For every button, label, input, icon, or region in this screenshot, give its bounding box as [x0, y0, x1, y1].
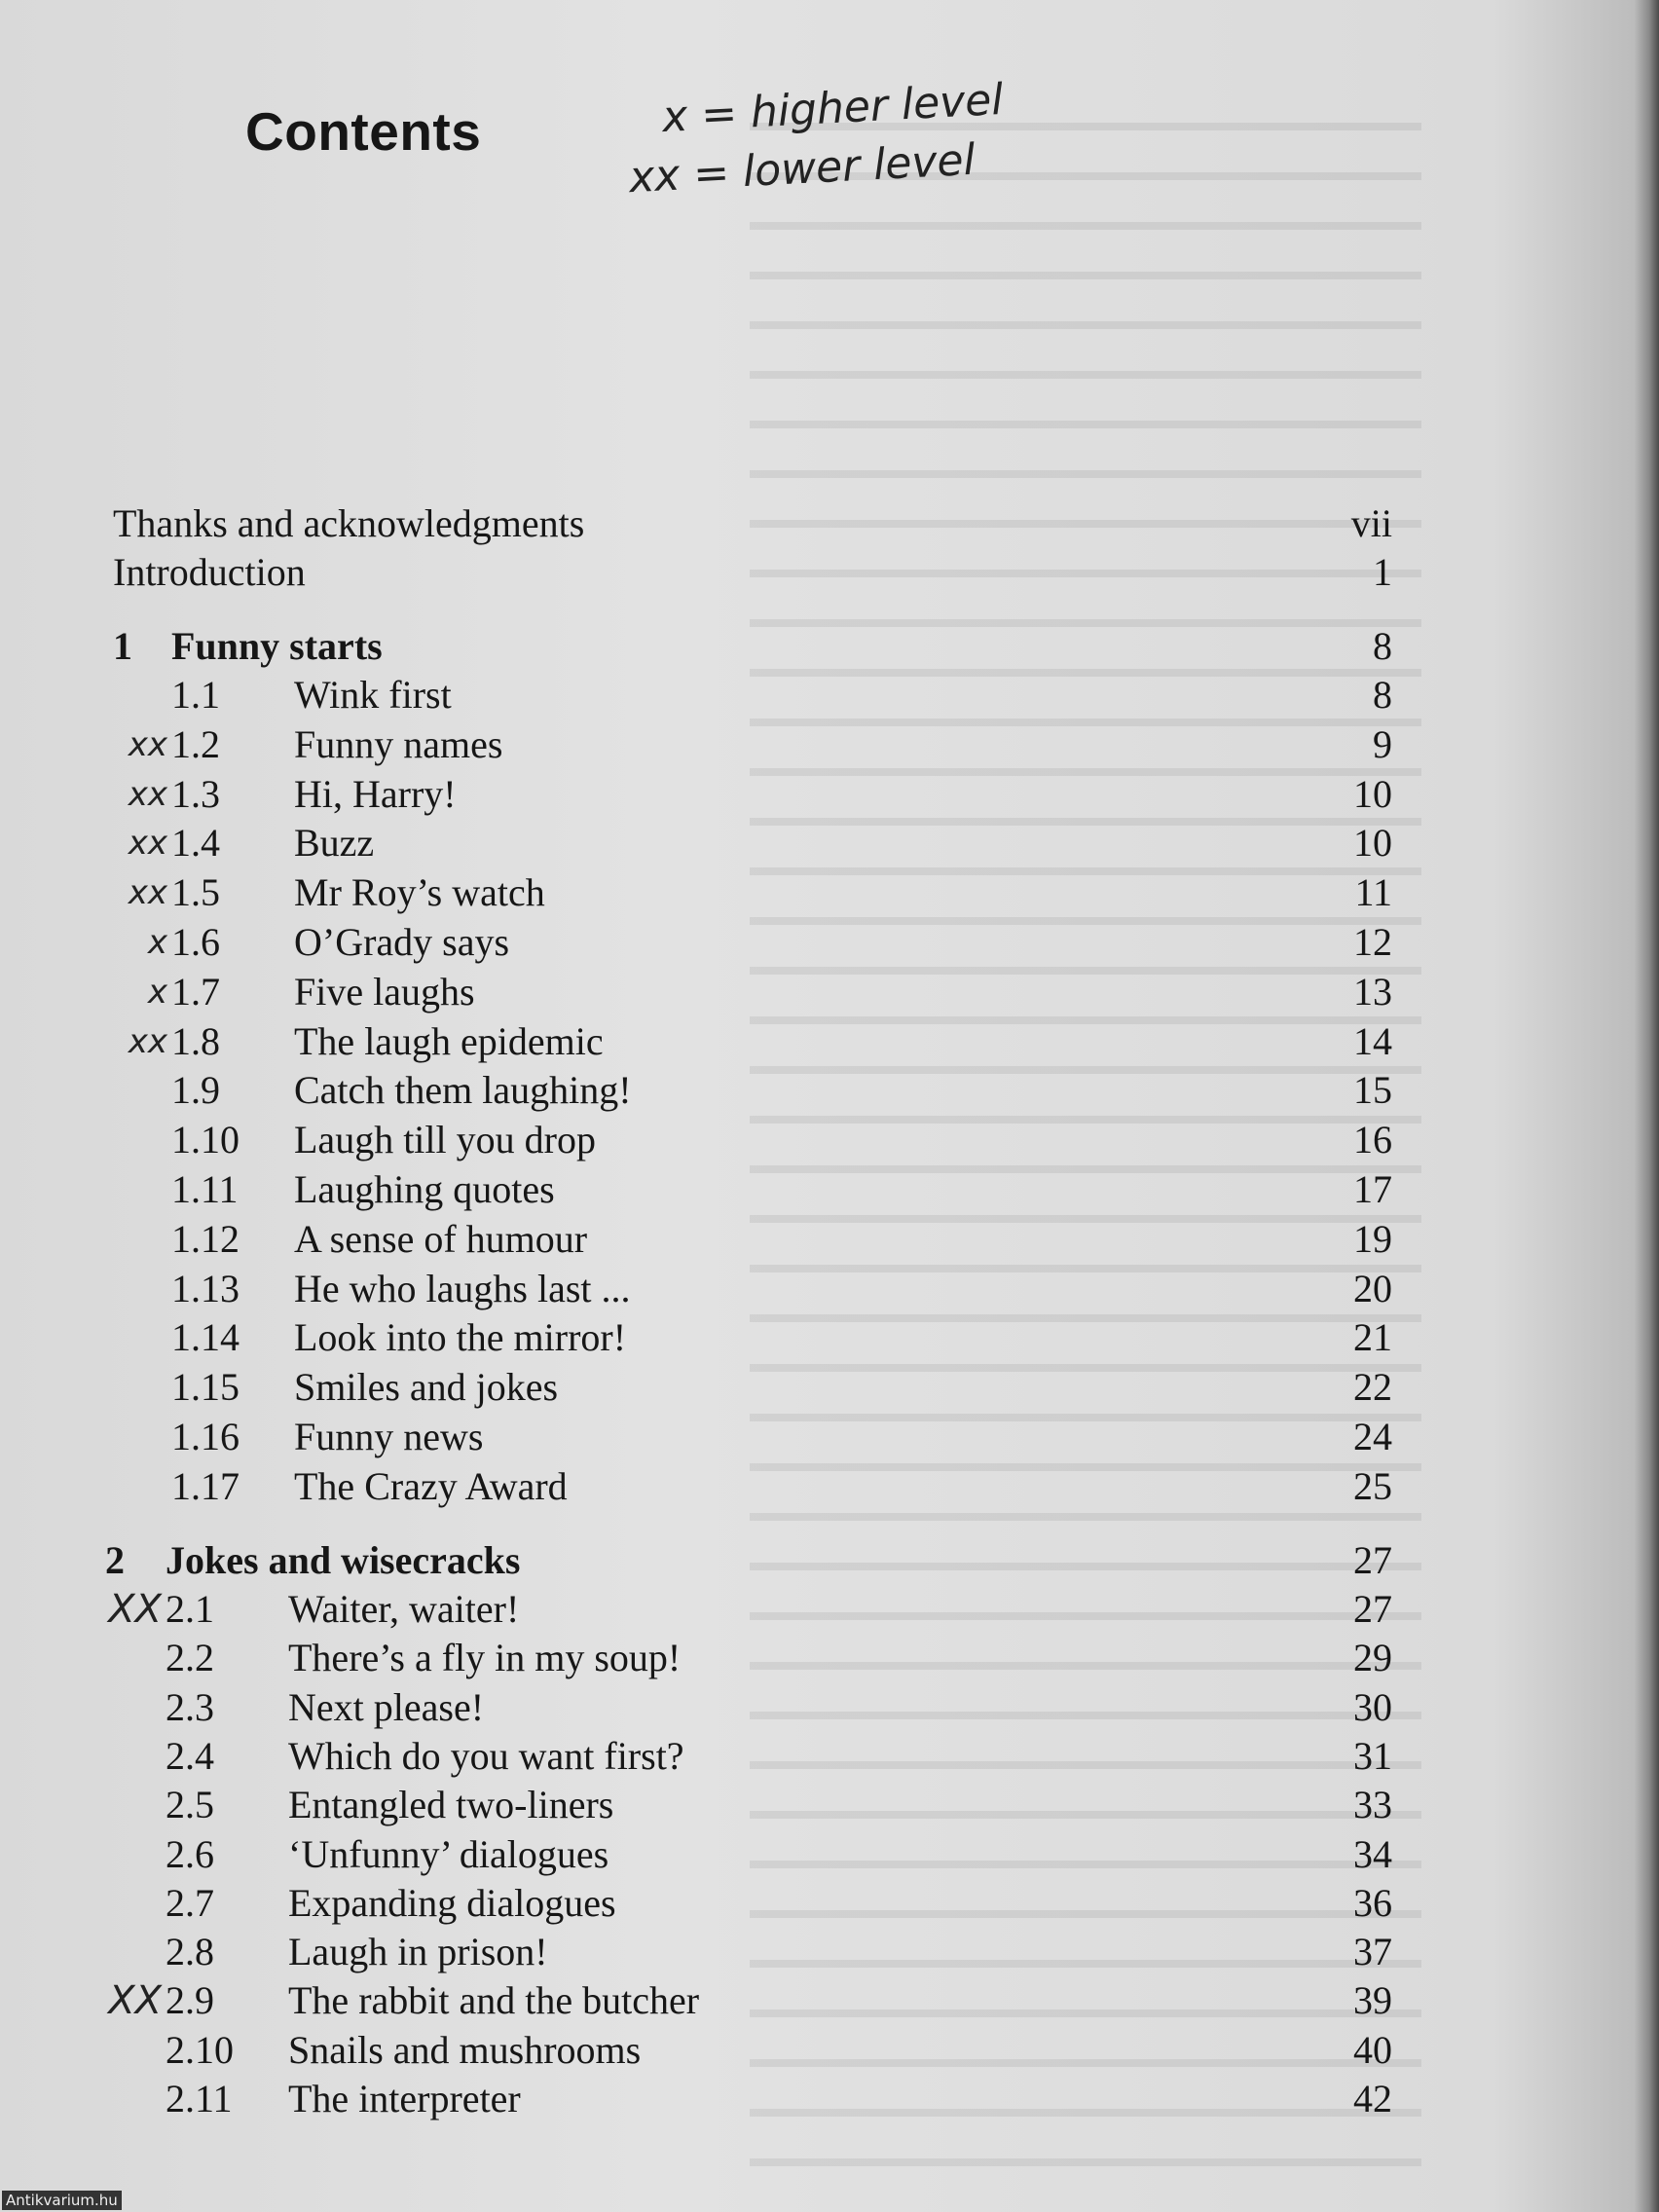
- section-number: 1.13: [171, 1267, 240, 1310]
- page-number: 15: [1353, 1068, 1392, 1112]
- handwritten-level-mark: xx: [128, 775, 167, 814]
- page-number: 14: [1353, 1019, 1392, 1063]
- chapter-row: [0, 1536, 1659, 1585]
- section-row: [0, 1313, 1659, 1362]
- section-title: O’Grady says: [294, 920, 510, 964]
- section-number: 1.3: [171, 772, 220, 816]
- section-row: [0, 1634, 1659, 1682]
- handwritten-level-mark: XX: [108, 1978, 162, 2023]
- section-row: [0, 868, 1659, 917]
- section-title: Funny news: [294, 1415, 484, 1458]
- section-number: 1.10: [171, 1118, 240, 1161]
- section-row: [0, 1830, 1659, 1879]
- section-title: A sense of humour: [294, 1217, 588, 1261]
- section-number: 2.7: [166, 1881, 214, 1925]
- page-number: 22: [1353, 1365, 1392, 1409]
- page-number: 40: [1353, 2028, 1392, 2072]
- page-number: 11: [1354, 870, 1392, 914]
- section-title: Next please!: [288, 1685, 485, 1729]
- section-title: Mr Roy’s watch: [294, 870, 545, 914]
- section-title: Look into the mirror!: [294, 1315, 627, 1359]
- section-number: 2.6: [166, 1832, 214, 1876]
- page-number: 17: [1353, 1167, 1392, 1211]
- handwritten-legend-lower: xx = lower level: [627, 134, 977, 203]
- front-matter-row: [0, 499, 1659, 548]
- section-title: Hi, Harry!: [294, 772, 457, 816]
- page-number: 29: [1353, 1636, 1392, 1679]
- section-number: 1.9: [171, 1068, 220, 1112]
- section-number: 1.7: [171, 970, 220, 1014]
- section-title: Which do you want first?: [288, 1734, 684, 1778]
- page-number: 16: [1353, 1118, 1392, 1161]
- section-number: 1.14: [171, 1315, 240, 1359]
- front-matter-title: Thanks and acknowledgments: [113, 501, 585, 545]
- section-row: [0, 819, 1659, 867]
- section-row: [0, 1732, 1659, 1781]
- page-number: 8: [1373, 673, 1392, 717]
- section-row: [0, 1683, 1659, 1732]
- section-row: [0, 671, 1659, 719]
- section-row: [0, 1363, 1659, 1412]
- page-number: 36: [1353, 1881, 1392, 1925]
- section-title: He who laughs last ...: [294, 1267, 631, 1310]
- section-number: 1.2: [171, 722, 220, 766]
- section-row: [0, 1215, 1659, 1264]
- section-number: 1.12: [171, 1217, 240, 1261]
- page-number: 27: [1353, 1538, 1392, 1582]
- section-row: [0, 770, 1659, 819]
- section-row: [0, 1066, 1659, 1115]
- handwritten-legend-higher: x = higher level: [660, 74, 1005, 143]
- section-row: [0, 1116, 1659, 1164]
- section-row: [0, 1928, 1659, 1976]
- section-number: 1.5: [171, 870, 220, 914]
- chapter-number: 2: [105, 1538, 125, 1582]
- section-number: 1.17: [171, 1464, 240, 1508]
- section-row: [0, 720, 1659, 769]
- section-row: [0, 2075, 1659, 2123]
- section-row: [0, 968, 1659, 1016]
- section-title: The rabbit and the butcher: [288, 1978, 700, 2022]
- page-number: 25: [1353, 1464, 1392, 1508]
- section-title: The interpreter: [288, 2077, 521, 2120]
- section-number: 1.15: [171, 1365, 240, 1409]
- section-row: [0, 1165, 1659, 1214]
- section-number: 2.4: [166, 1734, 214, 1778]
- section-number: 1.4: [171, 821, 220, 865]
- section-number: 1.8: [171, 1019, 220, 1063]
- page-number: 34: [1353, 1832, 1392, 1876]
- section-title: Five laughs: [294, 970, 475, 1014]
- chapter-number: 1: [113, 624, 132, 668]
- page-number: 10: [1353, 821, 1392, 865]
- section-row: [0, 1781, 1659, 1829]
- page-number: 39: [1353, 1978, 1392, 2022]
- section-number: 2.9: [166, 1978, 214, 2022]
- section-title: Buzz: [294, 821, 375, 865]
- front-matter-title: Introduction: [113, 550, 306, 594]
- page-number: 42: [1353, 2077, 1392, 2120]
- page-number: 27: [1353, 1587, 1392, 1631]
- page-number: vii: [1350, 501, 1392, 545]
- page-number: 20: [1353, 1267, 1392, 1310]
- page-number: 8: [1373, 624, 1392, 668]
- page-number: 24: [1353, 1415, 1392, 1458]
- section-title: The Crazy Award: [294, 1464, 568, 1508]
- section-number: 1.1: [171, 673, 220, 717]
- page-title: Contents: [245, 101, 482, 162]
- handwritten-level-mark: XX: [108, 1587, 162, 1632]
- section-title: Waiter, waiter!: [288, 1587, 520, 1631]
- section-title: Laughing quotes: [294, 1167, 555, 1211]
- chapter-title: Funny starts: [171, 624, 383, 668]
- section-number: 1.6: [171, 920, 220, 964]
- page-number: 19: [1353, 1217, 1392, 1261]
- handwritten-level-mark: xx: [128, 824, 167, 863]
- chapter-title: Jokes and wisecracks: [166, 1538, 521, 1582]
- section-title: Funny names: [294, 722, 503, 766]
- section-title: Expanding dialogues: [288, 1881, 616, 1925]
- section-row: [0, 1265, 1659, 1313]
- handwritten-level-mark: xx: [128, 725, 167, 764]
- page-number: 9: [1373, 722, 1392, 766]
- section-row: [0, 1976, 1659, 2025]
- handwritten-level-mark: xx: [128, 1022, 167, 1061]
- section-title: Snails and mushrooms: [288, 2028, 642, 2072]
- section-number: 2.8: [166, 1930, 214, 1973]
- section-row: [0, 1462, 1659, 1511]
- page-number: 13: [1353, 970, 1392, 1014]
- section-number: 2.3: [166, 1685, 214, 1729]
- handwritten-level-mark: xx: [128, 873, 167, 912]
- section-title: ‘Unfunny’ dialogues: [288, 1832, 609, 1876]
- section-row: [0, 1879, 1659, 1928]
- section-row: [0, 918, 1659, 967]
- section-title: Smiles and jokes: [294, 1365, 559, 1409]
- section-number: 2.2: [166, 1636, 214, 1679]
- front-matter-row: [0, 548, 1659, 597]
- page-number: 12: [1353, 920, 1392, 964]
- page-number: 33: [1353, 1783, 1392, 1826]
- section-number: 2.1: [166, 1587, 214, 1631]
- section-title: Wink first: [294, 673, 452, 717]
- section-number: 1.16: [171, 1415, 240, 1458]
- section-title: Laugh in prison!: [288, 1930, 548, 1973]
- page-number: 30: [1353, 1685, 1392, 1729]
- section-number: 2.5: [166, 1783, 214, 1826]
- section-row: [0, 1413, 1659, 1461]
- section-row: [0, 2026, 1659, 2075]
- page-number: 21: [1353, 1315, 1392, 1359]
- section-number: 2.11: [166, 2077, 233, 2120]
- page-number: 10: [1353, 772, 1392, 816]
- section-number: 1.11: [171, 1167, 239, 1211]
- section-title: Catch them laughing!: [294, 1068, 632, 1112]
- page-number: 31: [1353, 1734, 1392, 1778]
- chapter-row: [0, 622, 1659, 671]
- section-row: [0, 1017, 1659, 1066]
- section-title: There’s a fly in my soup!: [288, 1636, 682, 1679]
- section-row: [0, 1585, 1659, 1634]
- handwritten-level-mark: x: [147, 923, 167, 962]
- section-title: The laugh epidemic: [294, 1019, 604, 1063]
- section-number: 2.10: [166, 2028, 234, 2072]
- section-title: Entangled two-liners: [288, 1783, 614, 1826]
- page-number: 37: [1353, 1930, 1392, 1973]
- page-number: 1: [1373, 550, 1392, 594]
- section-title: Laugh till you drop: [294, 1118, 596, 1161]
- handwritten-level-mark: x: [147, 973, 167, 1012]
- watermark: Antikvarium.hu: [2, 2191, 122, 2210]
